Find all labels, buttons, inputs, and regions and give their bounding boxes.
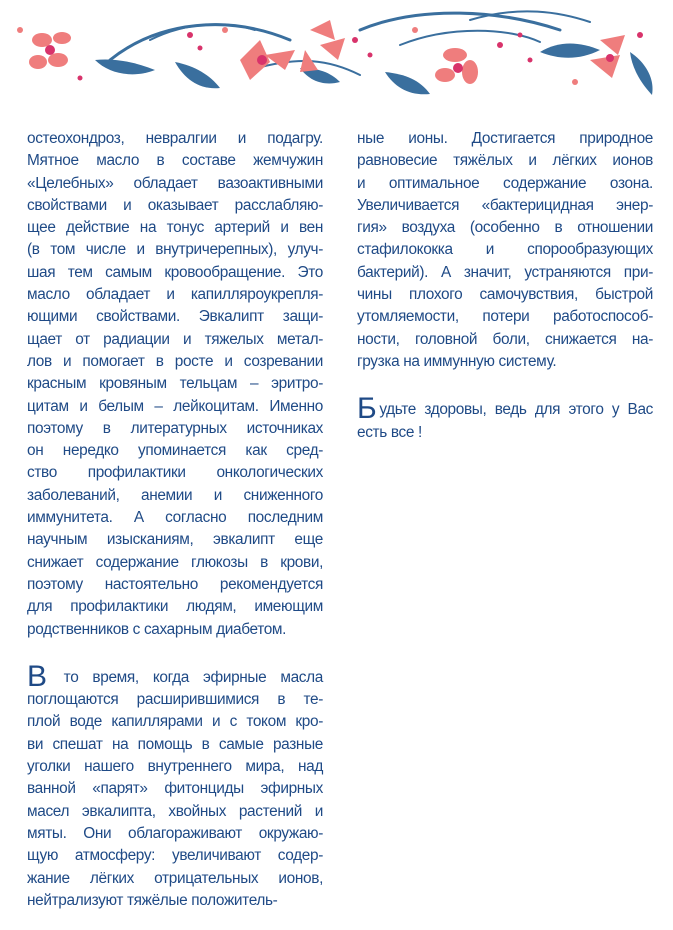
ornament-leaf bbox=[95, 59, 155, 74]
text-line: ющими свойствами. Эвкалипт защи- bbox=[27, 308, 323, 326]
text-line: шая тем самым кровообращение. Это bbox=[27, 263, 323, 281]
text-line: жание лёгких отрицательных ионов, bbox=[27, 869, 323, 887]
text-line: и оптимальное содержание озона. bbox=[357, 174, 653, 192]
text-line: (в том числе и внутричерепных), улуч- bbox=[27, 241, 323, 259]
text-line: лов и помогает в росте и созревании bbox=[27, 352, 323, 370]
flower-left bbox=[29, 32, 71, 69]
text-line bbox=[357, 392, 653, 426]
flower-right bbox=[435, 48, 478, 84]
text-line: стафилококка и спорообразующих bbox=[357, 241, 653, 259]
ornament-stem bbox=[150, 24, 255, 40]
ornament-leaf bbox=[630, 52, 653, 95]
ornament-stem bbox=[360, 13, 560, 30]
right-column bbox=[357, 128, 653, 444]
text-line: цитам и белым – лейкоцитам. Именно bbox=[27, 397, 323, 415]
right-paragraph-2 bbox=[357, 394, 653, 444]
text-line bbox=[27, 659, 323, 693]
text-line-content: то время, когда эфирные масла bbox=[49, 668, 323, 686]
text-line: уголки нашего внутреннего мира, над bbox=[27, 758, 323, 776]
text-line: поэтому настоятельно рекомендуется bbox=[27, 575, 323, 593]
text-line: щее действие на тонус артерий и вен bbox=[27, 219, 323, 237]
text-line: поэтому в литературных источниках bbox=[27, 419, 323, 437]
text-line-content: удьте здоровы, ведь для этого у Вас bbox=[379, 401, 653, 419]
text-line: родственников с сахарным диабетом. bbox=[27, 620, 287, 638]
text-line: Увеличивается «бактерицидная энер- bbox=[357, 196, 653, 214]
text-line: утомляемости, потери работоспособ- bbox=[357, 308, 653, 326]
text-line: ванной «парят» фитонциды эфирных bbox=[27, 780, 323, 798]
ornament-leaf bbox=[540, 44, 600, 58]
text-line: свойствами и оказывает расслабляю- bbox=[27, 196, 323, 214]
text-line: щую атмосферу: увеличивают содер- bbox=[27, 847, 323, 865]
left-paragraph-2 bbox=[27, 659, 323, 912]
text-line: масло обладает и капилляроукрепля- bbox=[27, 286, 323, 304]
text-line: заболеваний, анемии и сниженного bbox=[27, 486, 323, 504]
floral-ornament-banner bbox=[0, 0, 673, 120]
text-line: есть все ! bbox=[357, 423, 422, 441]
text-line: поглощаются расширившимися в те- bbox=[27, 691, 323, 709]
flower-center bbox=[240, 40, 295, 80]
text-line: нейтрализуют тяжёлые положитель- bbox=[27, 891, 278, 909]
text-line: чины плохого самочувствия, быстрой bbox=[357, 286, 653, 304]
text-line: остеохондроз, невралгии и подагру. bbox=[27, 130, 323, 147]
text-line: масел эвкалипта, хвойных растений и bbox=[27, 802, 323, 820]
text-line: для профилактики людям, имеющим bbox=[27, 598, 323, 616]
text-line: снижает содержание глюкозы в крови, bbox=[27, 553, 323, 571]
ornament-leaf bbox=[175, 62, 220, 88]
text-line: щает от радиации и тяжелых метал- bbox=[27, 330, 323, 348]
text-line: гия» воздуха (особенно в отношении bbox=[357, 219, 653, 237]
flower-big bbox=[300, 20, 345, 72]
text-line: он нередко упоминается как сред- bbox=[27, 442, 323, 460]
text-line: красным кровяным тельцам – эритро- bbox=[27, 375, 323, 393]
text-line: Мятное масло в составе жемчужин bbox=[27, 152, 323, 170]
text-line: ство профилактики онкологических bbox=[27, 464, 323, 482]
text-line: научным изысканиям, эвкалипт еще bbox=[27, 531, 323, 549]
text-line: равновесие тяжёлых и лёгких ионов bbox=[357, 152, 653, 170]
right-paragraph-1 bbox=[357, 128, 653, 373]
text-line: ности, головной боли, снижается на- bbox=[357, 330, 653, 348]
left-column bbox=[27, 128, 323, 912]
text-line: плой воде капиллярами и с током кро- bbox=[27, 713, 323, 731]
ornament-leaf bbox=[385, 72, 430, 94]
text-line: ви спешат на помощь в самые разные bbox=[27, 735, 323, 753]
flower-far-right bbox=[590, 35, 625, 78]
text-line: бактерий). А значит, устраняются при- bbox=[357, 263, 653, 281]
drop-cap: Б bbox=[357, 392, 377, 426]
left-paragraph-1 bbox=[27, 128, 323, 641]
text-line: грузка на иммунную систему. bbox=[357, 352, 557, 370]
text-line: иммунитета. А согласно последним bbox=[27, 509, 323, 527]
text-line: «Целебных» обладает вазоактивными bbox=[27, 174, 323, 192]
text-line: ные ионы. Достигается природное bbox=[357, 130, 653, 147]
drop-cap: В bbox=[27, 659, 47, 693]
text-line: мяты. Они облагораживают окружаю- bbox=[27, 824, 323, 842]
